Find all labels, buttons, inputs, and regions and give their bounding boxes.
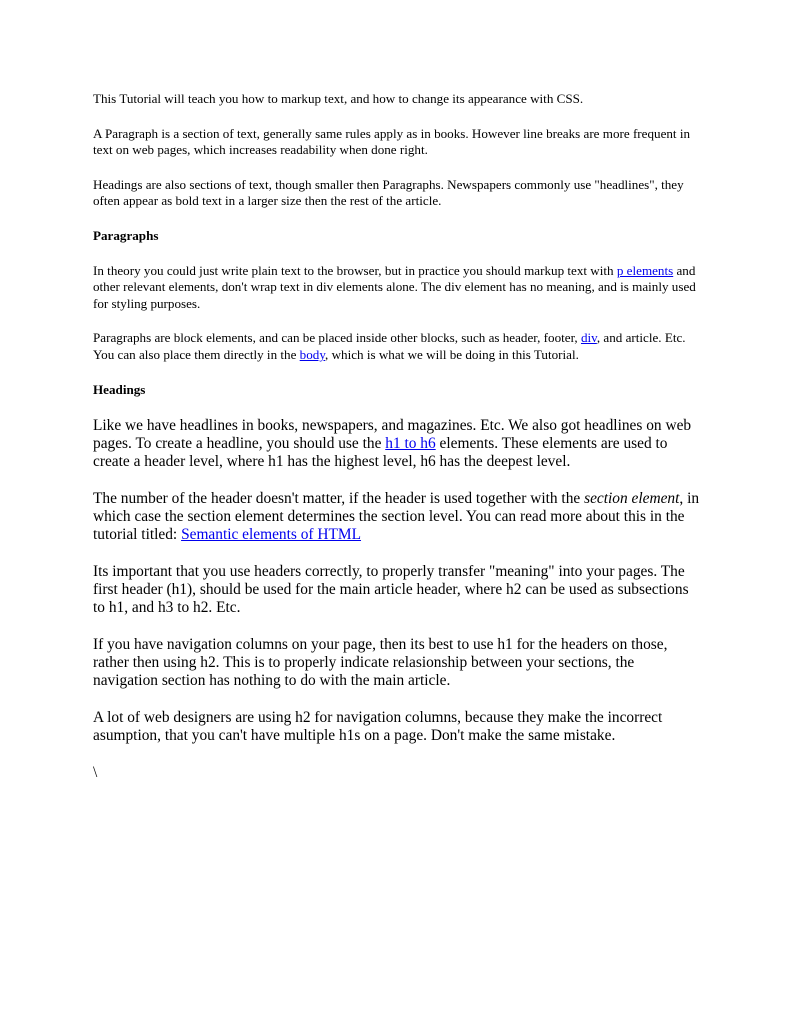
text-run: , which is what we will be doing in this Tutorial. — [325, 346, 579, 362]
body-link[interactable]: body — [299, 346, 326, 362]
headings-paragraph-2 — [93, 490, 703, 544]
text-run: , and article. Etc. You can also place them directly in the — [93, 330, 686, 362]
headings-heading: Headings — [93, 381, 146, 397]
trailing-backslash: \ — [93, 764, 98, 782]
headings-paragraph-4: If you have navigation columns on your page, then its best to use h1 for the headers on those, rather then using h2. This is to properly indicate relasionship between your sections, the navigation section has nothing to do with the main article. — [93, 636, 668, 690]
paragraphs-paragraph-2 — [93, 330, 703, 363]
intro-paragraph-3: Headings are also sections of text, though smaller then Paragraphs. Newspapers commonly use "headlines", they often appear as bold text in a larger size then the rest of the article. — [93, 176, 684, 209]
text-run: Like we have headlines in books, newspapers, and magazines. Etc. We also got headlines on web pages. To create a headline, you should use the — [93, 417, 692, 453]
text-run: The number of the header doesn't matter, if the header is used together with the — [93, 490, 585, 508]
h1-to-h6-link[interactable]: h1 to h6 — [385, 435, 436, 453]
document-page — [93, 91, 703, 782]
section-element-emphasis: section element — [584, 490, 680, 508]
intro-paragraph-1: This Tutorial will teach you how to markup text, and how to change its appearance with CSS. — [93, 91, 584, 106]
headings-paragraph-1 — [93, 417, 703, 471]
intro-paragraph-2: A Paragraph is a section of text, generally same rules apply as in books. However line breaks are more frequent in text on web pages, which increases readability when done right. — [93, 125, 691, 158]
headings-paragraph-3: Its important that you use headers correctly, to properly transfer "meaning" into your pages. The first header (h1), should be used for the main article header, where h2 can be used as subsections to h1, and h3 to h2. Etc. — [93, 563, 689, 617]
text-run: , in which case the section element determines the section level. You can read more about this in the tutorial titled: — [93, 490, 700, 544]
p-elements-link[interactable]: p elements — [616, 262, 674, 278]
text-run: and other relevant elements, don't wrap text in div elements alone. The div element has no meaning, and is mainly used for styling purposes. — [93, 262, 696, 311]
paragraphs-paragraph-1 — [93, 263, 703, 313]
headings-paragraph-5: A lot of web designers are using h2 for navigation columns, because they make the incorrect asumption, that you can't have multiple h1s on a page. Don't make the same mistake. — [93, 709, 663, 745]
text-run: elements. These elements are used to create a header level, where h1 has the highest level, h6 has the deepest level. — [93, 435, 668, 471]
div-link[interactable]: div — [580, 330, 597, 346]
text-run: Paragraphs are block elements, and can be placed inside other blocks, such as header, footer, — [93, 330, 581, 346]
paragraphs-heading: Paragraphs — [93, 227, 159, 243]
text-run: In theory you could just write plain text to the browser, but in practice you should markup text with — [93, 262, 617, 278]
semantic-elements-link[interactable]: Semantic elements of HTML — [181, 526, 362, 544]
